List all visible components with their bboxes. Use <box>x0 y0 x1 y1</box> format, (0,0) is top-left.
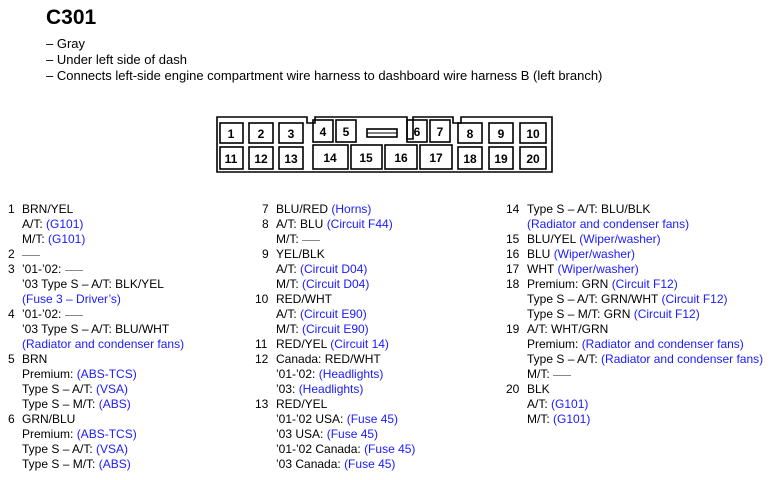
terminal-column-3 <box>506 202 764 427</box>
circuit-reference-text: (Radiator and condenser fans) <box>581 337 744 351</box>
terminal-line <box>527 247 763 262</box>
pin-label-18: 18 <box>463 152 477 166</box>
pin-label-10: 10 <box>526 127 540 141</box>
circuit-reference-text: (Circuit F12) <box>611 277 678 291</box>
pin-label-19: 19 <box>494 152 508 166</box>
pin-label-17: 17 <box>429 151 443 165</box>
no-wire-dash <box>22 247 40 256</box>
terminal-line <box>22 247 184 262</box>
terminal-line <box>22 457 184 472</box>
terminal-line <box>527 307 763 322</box>
wire-spec-text: M/T: <box>276 277 302 291</box>
circuit-reference-text: (ABS-TCS) <box>76 367 137 381</box>
terminal-line <box>527 322 763 337</box>
pin-label-4: 4 <box>319 125 327 139</box>
terminal-number: 11 <box>255 337 268 351</box>
terminal-line <box>276 367 415 382</box>
terminal-line <box>276 442 415 457</box>
wire-spec-text: BLU/YEL <box>527 232 580 246</box>
terminal-line <box>527 352 763 367</box>
circuit-reference-text: (Radiator and condenser fans) <box>527 217 690 231</box>
wire-spec-text: M/T: <box>527 412 553 426</box>
terminal-number: 20 <box>506 382 520 396</box>
terminal-line <box>527 412 763 427</box>
terminal-number: 10 <box>255 292 269 306</box>
pin-label-5: 5 <box>342 125 350 139</box>
terminal-entry-10 <box>255 292 415 337</box>
wire-spec-text: M/T: <box>276 232 302 246</box>
wire-spec-text: A/T: <box>276 262 301 276</box>
terminal-number: 5 <box>8 352 15 366</box>
terminal-line <box>527 217 763 232</box>
terminal-entry-6 <box>8 412 184 472</box>
terminal-number: 14 <box>506 202 520 216</box>
wire-spec-text: A/T: <box>22 217 47 231</box>
terminal-line <box>276 232 415 247</box>
terminal-line <box>22 292 184 307</box>
circuit-reference-text: (Circuit D04) <box>302 277 370 291</box>
terminal-line <box>22 337 184 352</box>
circuit-reference-text: (Circuit D04) <box>300 262 368 276</box>
terminal-entry-11 <box>255 337 415 352</box>
wire-spec-text: A/T: BLU <box>276 217 327 231</box>
wire-spec-text: GRN/BLU <box>22 412 76 426</box>
wire-spec-text: RED/YEL <box>276 397 328 411</box>
circuit-reference-text: (Wiper/washer) <box>579 232 661 246</box>
terminal-line <box>276 337 415 352</box>
no-wire-dash <box>553 367 571 376</box>
terminal-line <box>22 367 184 382</box>
terminal-line <box>22 352 184 367</box>
terminal-line <box>276 457 415 472</box>
circuit-reference-text: (Fuse 45) <box>326 427 379 441</box>
wire-spec-text: BLU/RED <box>276 202 332 216</box>
circuit-reference-text: (Radiator and condenser fans) <box>601 352 764 366</box>
wire-spec-text: ’01-’02: <box>22 307 65 321</box>
wire-spec-text: ’03 Canada: <box>276 457 345 471</box>
terminal-line <box>276 307 415 322</box>
terminal-line <box>22 442 184 457</box>
terminal-line <box>22 382 184 397</box>
terminal-number: 3 <box>8 262 15 276</box>
pin-label-3: 3 <box>287 127 295 141</box>
pin-label-9: 9 <box>497 127 505 141</box>
circuit-reference-text: (G101) <box>553 412 591 426</box>
terminal-line <box>276 397 415 412</box>
circuit-reference-text: (Wiper/washer) <box>557 262 639 276</box>
pin-label-16: 16 <box>394 151 408 165</box>
circuit-reference-text: (Headlights) <box>318 367 384 381</box>
circuit-reference-text: (Circuit 14) <box>330 337 389 351</box>
wire-spec-text: Premium: <box>527 337 582 351</box>
wire-spec-text: Canada: RED/WHT <box>276 352 381 366</box>
terminal-entry-3 <box>8 262 184 307</box>
terminal-number: 13 <box>255 397 269 411</box>
wire-spec-text: Type S – M/T: GRN <box>527 307 634 321</box>
terminal-line <box>276 262 415 277</box>
terminal-number: 7 <box>262 202 269 216</box>
wire-spec-text: ’03: <box>276 382 299 396</box>
circuit-reference-text: (Fuse 3 – Driver’s) <box>22 292 121 306</box>
no-wire-dash <box>65 307 83 316</box>
terminal-line <box>22 307 184 322</box>
terminal-entry-16 <box>506 247 763 262</box>
terminal-entry-4 <box>8 307 184 352</box>
circuit-reference-text: (G101) <box>551 397 589 411</box>
terminal-line <box>276 292 415 307</box>
circuit-reference-text: (Fuse 45) <box>346 412 399 426</box>
terminal-entry-19 <box>506 322 764 382</box>
terminal-line <box>276 202 415 217</box>
wire-spec-text: RED/YEL <box>276 337 331 351</box>
terminal-number: 17 <box>506 262 520 276</box>
wire-spec-text: Type S – A/T: <box>22 382 97 396</box>
circuit-reference-text: (Horns) <box>331 202 372 216</box>
terminal-line <box>276 427 415 442</box>
wire-spec-text: BRN/YEL <box>22 202 74 216</box>
wire-spec-text: Type S – A/T: BLU/BLK <box>527 202 651 216</box>
wire-spec-text: BLK <box>527 382 550 396</box>
terminal-column-2 <box>255 202 416 472</box>
terminal-entry-14 <box>506 202 763 232</box>
wire-spec-text: M/T: <box>276 322 302 336</box>
pin-label-8: 8 <box>466 127 474 141</box>
wire-spec-text: Type S – M/T: <box>22 457 99 471</box>
terminal-entry-9 <box>262 247 415 292</box>
terminal-entry-5 <box>8 352 184 412</box>
circuit-reference-text: (Fuse 45) <box>344 457 396 471</box>
terminal-number: 1 <box>8 202 15 216</box>
circuit-reference-text: (Wiper/washer) <box>553 247 636 261</box>
no-wire-dash <box>65 262 83 271</box>
terminal-entry-8 <box>262 217 415 247</box>
terminal-line <box>276 277 415 292</box>
pin-label-2: 2 <box>257 127 265 141</box>
wire-spec-text: Type S – A/T: <box>527 352 602 366</box>
terminal-entry-12 <box>255 352 415 397</box>
terminal-line <box>276 322 415 337</box>
wire-spec-text: ’03 Type S – A/T: BLU/WHT <box>22 322 170 336</box>
terminal-entry-1 <box>8 202 184 247</box>
terminal-line <box>527 367 763 382</box>
terminal-entry-17 <box>506 262 763 277</box>
terminal-entry-7 <box>262 202 415 217</box>
terminal-entry-13 <box>255 397 416 472</box>
terminal-line <box>22 217 184 232</box>
circuit-reference-text: (Fuse 45) <box>364 442 416 456</box>
pin-label-1: 1 <box>227 127 235 141</box>
terminal-line <box>22 277 184 292</box>
wire-spec-text: RED/WHT <box>276 292 332 306</box>
wire-spec-text: Premium: <box>22 367 77 381</box>
terminal-entry-15 <box>506 232 763 247</box>
wire-spec-text: A/T: WHT/GRN <box>527 322 609 336</box>
terminal-line <box>527 337 763 352</box>
wire-spec-text: ’01-’02 USA: <box>276 412 347 426</box>
terminal-line <box>527 232 763 247</box>
connector-title: C301 <box>46 6 97 29</box>
circuit-reference-text: (Circuit E90) <box>302 322 369 336</box>
terminal-line <box>22 232 184 247</box>
circuit-reference-text: (ABS) <box>98 457 131 471</box>
terminal-number: 4 <box>8 307 15 321</box>
terminal-line <box>22 397 184 412</box>
terminal-line <box>22 322 184 337</box>
pin-label-13: 13 <box>284 152 298 166</box>
terminal-number: 9 <box>262 247 269 261</box>
circuit-reference-text: (Radiator and condenser fans) <box>22 337 185 351</box>
wire-spec-text: ’01-’02: <box>276 367 319 381</box>
circuit-reference-text: (ABS-TCS) <box>76 427 137 441</box>
wire-spec-text: ’03 USA: <box>276 427 327 441</box>
description-line-3: – Connects left-side engine compartment wire harness to dashboard wire harness B (left branch) <box>46 68 603 83</box>
circuit-reference-text: (G101) <box>46 217 84 231</box>
wire-spec-text: ’01-’02 Canada: <box>276 442 365 456</box>
circuit-reference-text: (ABS) <box>98 397 131 411</box>
wire-spec-text: Type S – A/T: GRN/WHT <box>527 292 662 306</box>
terminal-line <box>527 397 763 412</box>
terminal-line <box>22 412 184 427</box>
wire-spec-text: Type S – M/T: <box>22 397 99 411</box>
wire-spec-text: Type S – A/T: <box>22 442 97 456</box>
terminal-number: 18 <box>506 277 520 291</box>
terminal-number: 8 <box>262 217 269 231</box>
wire-spec-text: YEL/BLK <box>276 247 325 261</box>
wire-spec-text: A/T: <box>527 397 552 411</box>
terminal-line <box>527 382 763 397</box>
wire-spec-text: Premium: <box>22 427 77 441</box>
pin-label-15: 15 <box>359 151 373 165</box>
pin-label-14: 14 <box>323 151 337 165</box>
terminal-number: 19 <box>506 322 520 336</box>
circuit-reference-text: (Circuit F12) <box>633 307 700 321</box>
circuit-reference-text: (Circuit F44) <box>326 217 393 231</box>
terminal-number: 6 <box>8 412 15 426</box>
wire-spec-text: M/T: <box>527 367 553 381</box>
pin-label-7: 7 <box>436 125 444 139</box>
wire-spec-text: BLU <box>527 247 554 261</box>
wire-spec-text: Premium: GRN <box>527 277 612 291</box>
terminal-line <box>527 262 763 277</box>
connector-face-diagram <box>215 115 555 175</box>
terminal-number: 15 <box>506 232 520 246</box>
wire-spec-text: BRN <box>22 352 48 366</box>
terminal-line <box>276 217 415 232</box>
terminal-line <box>276 382 415 397</box>
terminal-column-1 <box>8 202 184 472</box>
wire-spec-text: A/T: <box>276 307 301 321</box>
circuit-reference-text: (VSA) <box>96 382 129 396</box>
terminal-entry-18 <box>506 277 763 322</box>
circuit-reference-text: (Circuit F12) <box>661 292 728 306</box>
terminal-line <box>22 427 184 442</box>
terminal-line <box>276 412 415 427</box>
wire-spec-text: ’01-’02: <box>22 262 65 276</box>
terminal-line <box>22 202 184 217</box>
terminal-line <box>22 262 184 277</box>
wire-spec-text: ’03 Type S – A/T: BLK/YEL <box>22 277 164 291</box>
circuit-reference-text: (VSA) <box>96 442 129 456</box>
terminal-number: 16 <box>506 247 520 261</box>
description-line-1: – Gray <box>46 36 86 51</box>
wire-spec-text: M/T: <box>22 232 48 246</box>
pin-label-11: 11 <box>224 152 238 166</box>
terminal-line <box>527 277 763 292</box>
terminal-line <box>527 292 763 307</box>
terminal-line <box>276 247 415 262</box>
wire-spec-text: WHT <box>527 262 558 276</box>
terminal-number: 2 <box>8 247 15 261</box>
circuit-reference-text: (Headlights) <box>298 382 364 396</box>
terminal-entry-2 <box>8 247 184 262</box>
no-wire-dash <box>302 232 320 241</box>
description-line-2: – Under left side of dash <box>46 52 187 67</box>
pin-label-12: 12 <box>254 152 268 166</box>
terminal-number: 12 <box>255 352 269 366</box>
circuit-reference-text: (G101) <box>48 232 86 246</box>
circuit-reference-text: (Circuit E90) <box>300 307 367 321</box>
pin-label-20: 20 <box>526 152 540 166</box>
terminal-line <box>276 352 415 367</box>
terminal-entry-20 <box>506 382 763 427</box>
pin-label-6: 6 <box>413 125 421 139</box>
terminal-line <box>527 202 763 217</box>
